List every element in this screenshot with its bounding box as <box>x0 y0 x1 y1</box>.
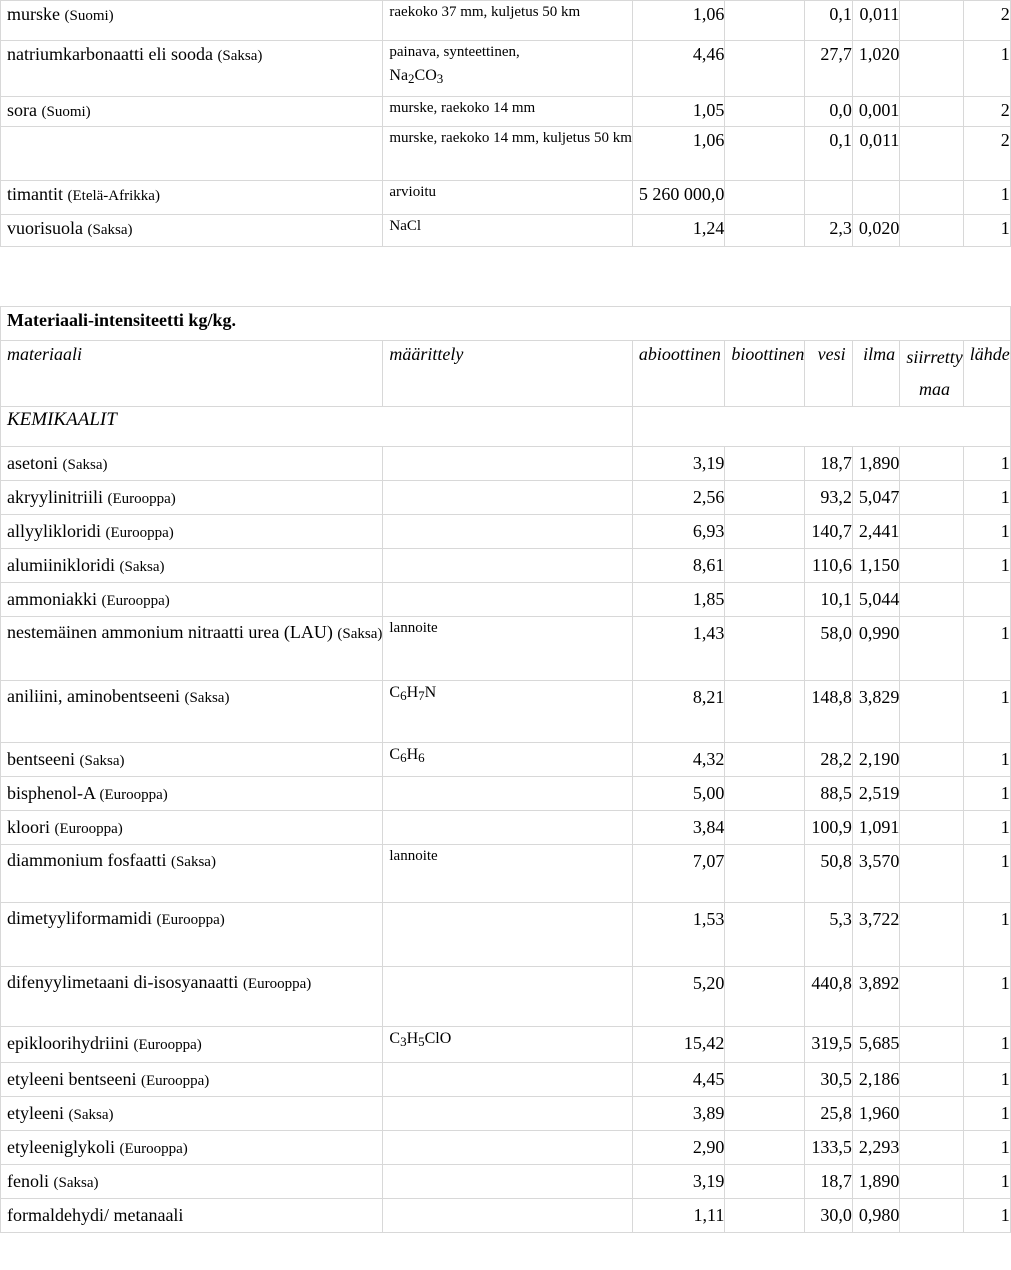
table-row <box>1 41 1011 97</box>
material-cell: akryylinitriili (Eurooppa) <box>1 481 383 515</box>
air-cell: 2,441 <box>852 515 900 549</box>
definition-cell <box>383 447 632 481</box>
biotic-cell <box>725 181 805 215</box>
moved-soil-cell <box>900 1097 963 1131</box>
abiotic-cell: 1,24 <box>632 215 725 247</box>
source-cell: 1 <box>963 1027 1010 1063</box>
section-title: Materiaali-intensiteetti kg/kg. <box>1 307 1011 341</box>
biotic-cell <box>725 1131 805 1165</box>
abiotic-cell: 2,56 <box>632 481 725 515</box>
definition-cell: murske, raekoko 14 mm, kuljetus 50 km <box>383 127 632 181</box>
biotic-cell <box>725 903 805 967</box>
biotic-cell <box>725 967 805 1027</box>
definition-cell <box>383 481 632 515</box>
air-cell: 0,020 <box>852 215 900 247</box>
material-cell: vuorisuola (Saksa) <box>1 215 383 247</box>
biotic-cell <box>725 481 805 515</box>
moved-soil-cell <box>900 481 963 515</box>
definition-cell <box>383 583 632 617</box>
air-cell: 2,293 <box>852 1131 900 1165</box>
abiotic-cell: 8,61 <box>632 549 725 583</box>
section-title-row <box>1 307 1011 341</box>
source-cell <box>963 583 1010 617</box>
air-cell: 2,519 <box>852 777 900 811</box>
table-row <box>1 681 1011 743</box>
moved-soil-cell <box>900 215 963 247</box>
definition-cell <box>383 1063 632 1097</box>
moved-soil-cell <box>900 617 963 681</box>
water-cell: 50,8 <box>805 845 853 903</box>
source-cell: 1 <box>963 743 1010 777</box>
water-cell: 30,5 <box>805 1063 853 1097</box>
source-cell: 1 <box>963 1199 1010 1233</box>
source-cell: 1 <box>963 681 1010 743</box>
definition-cell: arvioitu <box>383 181 632 215</box>
table-row <box>1 777 1011 811</box>
material-cell: bisphenol-A (Eurooppa) <box>1 777 383 811</box>
water-cell: 319,5 <box>805 1027 853 1063</box>
source-cell: 2 <box>963 97 1010 127</box>
header-row <box>1 341 1011 407</box>
moved-soil-cell <box>900 743 963 777</box>
biotic-cell <box>725 127 805 181</box>
table-row <box>1 583 1011 617</box>
water-cell: 27,7 <box>805 41 853 97</box>
abiotic-cell: 5,00 <box>632 777 725 811</box>
material-cell: fenoli (Saksa) <box>1 1165 383 1199</box>
air-cell: 5,044 <box>852 583 900 617</box>
material-cell: alumiinikloridi (Saksa) <box>1 549 383 583</box>
material-cell: allyylikloridi (Eurooppa) <box>1 515 383 549</box>
moved-soil-cell <box>900 549 963 583</box>
biotic-cell <box>725 811 805 845</box>
header-siirretty-maa: siirretty maa <box>900 341 963 407</box>
table-row <box>1 845 1011 903</box>
air-cell: 3,829 <box>852 681 900 743</box>
chemical-formula: $C_6H_6$ <box>389 746 425 765</box>
abiotic-cell: 6,93 <box>632 515 725 549</box>
abiotic-cell: 1,53 <box>632 903 725 967</box>
material-cell: difenyylimetaani di-isosyanaatti (Eurooppa) <box>1 967 383 1027</box>
source-cell: 1 <box>963 549 1010 583</box>
table-row <box>1 1097 1011 1131</box>
moved-soil-cell <box>900 1131 963 1165</box>
moved-soil-cell <box>900 845 963 903</box>
source-cell: 1 <box>963 41 1010 97</box>
biotic-cell <box>725 1063 805 1097</box>
moved-soil-cell <box>900 967 963 1027</box>
water-cell: 440,8 <box>805 967 853 1027</box>
definition-cell <box>383 967 632 1027</box>
source-cell: 1 <box>963 1131 1010 1165</box>
definition-cell <box>383 1097 632 1131</box>
abiotic-cell: 1,05 <box>632 97 725 127</box>
definition-cell: painava, synteettinen, $Na_2CO_3$ <box>383 41 632 97</box>
air-cell: 5,047 <box>852 481 900 515</box>
abiotic-cell: 1,06 <box>632 127 725 181</box>
definition-cell: lannoite <box>383 845 632 903</box>
air-cell: 0,001 <box>852 97 900 127</box>
abiotic-cell: 5 260 000,0 <box>632 181 725 215</box>
water-cell: 0,1 <box>805 1 853 41</box>
moved-soil-cell <box>900 515 963 549</box>
biotic-cell <box>725 549 805 583</box>
biotic-cell <box>725 97 805 127</box>
definition-cell <box>383 743 632 777</box>
abiotic-cell: 5,20 <box>632 967 725 1027</box>
source-cell: 1 <box>963 967 1010 1027</box>
water-cell <box>805 181 853 215</box>
water-cell: 18,7 <box>805 1165 853 1199</box>
moved-soil-cell <box>900 1 963 41</box>
abiotic-cell: 7,07 <box>632 845 725 903</box>
abiotic-cell: 1,85 <box>632 583 725 617</box>
biotic-cell <box>725 515 805 549</box>
air-cell: 3,722 <box>852 903 900 967</box>
air-cell: 0,990 <box>852 617 900 681</box>
material-cell: etyleeniglykoli (Eurooppa) <box>1 1131 383 1165</box>
source-cell: 1 <box>963 181 1010 215</box>
moved-soil-cell <box>900 41 963 97</box>
material-cell: aniliini, aminobentseeni (Saksa) <box>1 681 383 743</box>
definition-cell <box>383 903 632 967</box>
water-cell: 30,0 <box>805 1199 853 1233</box>
source-cell: 1 <box>963 845 1010 903</box>
table-row <box>1 481 1011 515</box>
abiotic-cell: 3,19 <box>632 1165 725 1199</box>
source-cell: 1 <box>963 1165 1010 1199</box>
table-row <box>1 215 1011 247</box>
definition-cell <box>383 681 632 743</box>
abiotic-cell: 4,45 <box>632 1063 725 1097</box>
water-cell: 133,5 <box>805 1131 853 1165</box>
moved-soil-cell <box>900 181 963 215</box>
source-cell: 1 <box>963 1063 1010 1097</box>
biotic-cell <box>725 681 805 743</box>
material-cell: kloori (Eurooppa) <box>1 811 383 845</box>
abiotic-cell: 1,43 <box>632 617 725 681</box>
biotic-cell <box>725 583 805 617</box>
moved-soil-cell <box>900 1165 963 1199</box>
material-cell: etyleeni (Saksa) <box>1 1097 383 1131</box>
material-cell: sora (Suomi) <box>1 97 383 127</box>
biotic-cell <box>725 1027 805 1063</box>
abiotic-cell: 15,42 <box>632 1027 725 1063</box>
biotic-cell <box>725 743 805 777</box>
category-spacer <box>632 407 1010 447</box>
air-cell: 1,890 <box>852 447 900 481</box>
spacer-row <box>1 247 1011 307</box>
source-cell: 1 <box>963 481 1010 515</box>
table-row <box>1 127 1011 181</box>
material-cell: epikloorihydriini (Eurooppa) <box>1 1027 383 1063</box>
source-cell: 1 <box>963 811 1010 845</box>
source-cell: 1 <box>963 777 1010 811</box>
definition-cell <box>383 1165 632 1199</box>
abiotic-cell: 1,06 <box>632 1 725 41</box>
abiotic-cell: 4,32 <box>632 743 725 777</box>
source-cell: 2 <box>963 127 1010 181</box>
biotic-cell <box>725 777 805 811</box>
air-cell: 2,190 <box>852 743 900 777</box>
water-cell: 110,6 <box>805 549 853 583</box>
definition-cell <box>383 1027 632 1063</box>
source-cell: 1 <box>963 617 1010 681</box>
definition-cell: NaCl <box>383 215 632 247</box>
water-cell: 18,7 <box>805 447 853 481</box>
category-row <box>1 407 1011 447</box>
table-row <box>1 617 1011 681</box>
moved-soil-cell <box>900 811 963 845</box>
air-cell: 0,980 <box>852 1199 900 1233</box>
source-cell: 1 <box>963 515 1010 549</box>
air-cell: 3,892 <box>852 967 900 1027</box>
table-row <box>1 967 1011 1027</box>
table-row <box>1 1131 1011 1165</box>
water-cell: 28,2 <box>805 743 853 777</box>
definition-cell: lannoite <box>383 617 632 681</box>
biotic-cell <box>725 1199 805 1233</box>
definition-cell: murske, raekoko 14 mm <box>383 97 632 127</box>
header-materiaali: materiaali <box>1 341 383 407</box>
table-row <box>1 903 1011 967</box>
abiotic-cell: 1,11 <box>632 1199 725 1233</box>
material-cell: asetoni (Saksa) <box>1 447 383 481</box>
biotic-cell <box>725 1 805 41</box>
moved-soil-cell <box>900 447 963 481</box>
water-cell: 2,3 <box>805 215 853 247</box>
definition-cell <box>383 811 632 845</box>
material-cell: dimetyyliformamidi (Eurooppa) <box>1 903 383 967</box>
table-row <box>1 1027 1011 1063</box>
header-ilma: ilma <box>852 341 900 407</box>
biotic-cell <box>725 617 805 681</box>
source-cell: 1 <box>963 903 1010 967</box>
abiotic-cell: 2,90 <box>632 1131 725 1165</box>
material-cell: diammonium fosfaatti (Saksa) <box>1 845 383 903</box>
moved-soil-cell <box>900 583 963 617</box>
water-cell: 148,8 <box>805 681 853 743</box>
material-cell <box>1 127 383 181</box>
water-cell: 25,8 <box>805 1097 853 1131</box>
table-row <box>1 811 1011 845</box>
source-cell: 1 <box>963 1097 1010 1131</box>
material-cell: bentseeni (Saksa) <box>1 743 383 777</box>
material-cell: murske (Suomi) <box>1 1 383 41</box>
definition-cell <box>383 777 632 811</box>
air-cell: 1,890 <box>852 1165 900 1199</box>
water-cell: 140,7 <box>805 515 853 549</box>
water-cell: 58,0 <box>805 617 853 681</box>
water-cell: 88,5 <box>805 777 853 811</box>
definition-cell: raekoko 37 mm, kuljetus 50 km <box>383 1 632 41</box>
header-abioottinen: abioottinen <box>632 341 725 407</box>
moved-soil-cell <box>900 1199 963 1233</box>
air-cell: 0,011 <box>852 1 900 41</box>
definition-cell <box>383 515 632 549</box>
moved-soil-cell <box>900 1027 963 1063</box>
table-row <box>1 549 1011 583</box>
moved-soil-cell <box>900 97 963 127</box>
air-cell: 0,011 <box>852 127 900 181</box>
air-cell: 1,020 <box>852 41 900 97</box>
source-cell: 1 <box>963 447 1010 481</box>
table-row <box>1 515 1011 549</box>
moved-soil-cell <box>900 777 963 811</box>
abiotic-cell: 8,21 <box>632 681 725 743</box>
table-row <box>1 97 1011 127</box>
moved-soil-cell <box>900 127 963 181</box>
table-row <box>1 1165 1011 1199</box>
air-cell: 1,960 <box>852 1097 900 1131</box>
air-cell: 1,150 <box>852 549 900 583</box>
material-cell: nestemäinen ammonium nitraatti urea (LAU) (Saksa) <box>1 617 383 681</box>
header-maarittely: määrittely <box>383 341 632 407</box>
table-row <box>1 1199 1011 1233</box>
biotic-cell <box>725 447 805 481</box>
water-cell: 0,0 <box>805 97 853 127</box>
moved-soil-cell <box>900 681 963 743</box>
moved-soil-cell <box>900 1063 963 1097</box>
abiotic-cell: 3,84 <box>632 811 725 845</box>
table-row <box>1 1063 1011 1097</box>
biotic-cell <box>725 1097 805 1131</box>
spacer-cell <box>1 247 1011 307</box>
source-cell: 2 <box>963 1 1010 41</box>
biotic-cell <box>725 41 805 97</box>
water-cell: 0,1 <box>805 127 853 181</box>
definition-cell <box>383 1199 632 1233</box>
air-cell: 5,685 <box>852 1027 900 1063</box>
table-row <box>1 1 1011 41</box>
material-cell: formaldehydi/ metanaali <box>1 1199 383 1233</box>
biotic-cell <box>725 845 805 903</box>
table-row <box>1 181 1011 215</box>
biotic-cell <box>725 1165 805 1199</box>
chemical-formula: $C_3H_5ClO$ <box>389 1030 452 1049</box>
abiotic-cell: 3,89 <box>632 1097 725 1131</box>
header-vesi: vesi <box>805 341 853 407</box>
definition-cell <box>383 549 632 583</box>
material-cell: ammoniakki (Eurooppa) <box>1 583 383 617</box>
header-lahde: lähde <box>963 341 1010 407</box>
chemical-formula: $Na_2CO_3$ <box>389 67 444 86</box>
air-cell: 3,570 <box>852 845 900 903</box>
header-bioottinen: bioottinen <box>725 341 805 407</box>
water-cell: 93,2 <box>805 481 853 515</box>
material-cell: timantit (Etelä-Afrikka) <box>1 181 383 215</box>
material-cell: etyleeni bentseeni (Eurooppa) <box>1 1063 383 1097</box>
chemical-formula: $C_6H_7N$ <box>389 684 437 703</box>
table-row <box>1 447 1011 481</box>
biotic-cell <box>725 215 805 247</box>
air-cell <box>852 181 900 215</box>
source-cell: 1 <box>963 215 1010 247</box>
material-cell: natriumkarbonaatti eli sooda (Saksa) <box>1 41 383 97</box>
air-cell: 1,091 <box>852 811 900 845</box>
definition-cell <box>383 1131 632 1165</box>
water-cell: 100,9 <box>805 811 853 845</box>
moved-soil-cell <box>900 903 963 967</box>
category-label: KEMIKAALIT <box>1 407 633 447</box>
air-cell: 2,186 <box>852 1063 900 1097</box>
abiotic-cell: 3,19 <box>632 447 725 481</box>
water-cell: 10,1 <box>805 583 853 617</box>
abiotic-cell: 4,46 <box>632 41 725 97</box>
chemicals-body <box>1 447 1011 1233</box>
table-row <box>1 743 1011 777</box>
water-cell: 5,3 <box>805 903 853 967</box>
